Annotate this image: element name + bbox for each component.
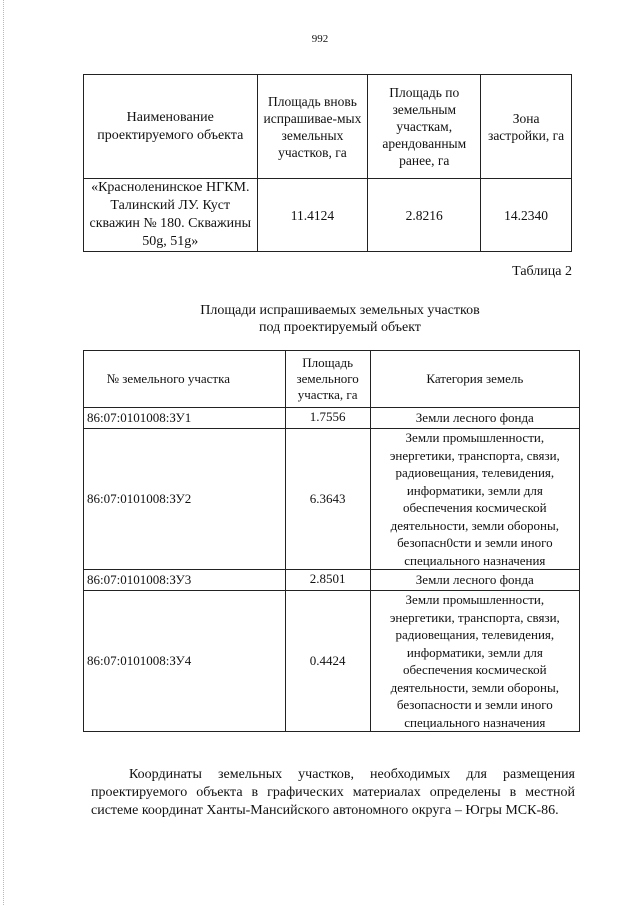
plot-category: Земли лесного фонда (370, 570, 579, 591)
plot-area: 2.8501 (285, 570, 370, 591)
leased-area-value: 2.8216 (368, 179, 481, 252)
header-object-name: Наименование проектируемого объекта (84, 75, 258, 179)
caption-line-2: под проектируемый объект (259, 320, 421, 335)
plot-area: 1.7556 (285, 408, 370, 429)
plot-id: 86:07:0101008:ЗУ3 (84, 570, 286, 591)
table-row (84, 408, 580, 429)
table-header-row (84, 351, 580, 408)
header-land-category: Категория земель (370, 351, 579, 408)
table-caption (120, 302, 560, 336)
object-name: «Красноленинское НГКМ. Талинский ЛУ. Куст скважин № 180. Скважины 50g, 51g» (84, 179, 258, 252)
plot-category: Земли промышленности, энергетики, транспорта, связи, радиовещания, телевидения, информатики, земли для обеспечения космической деятельности, земли обороны, безопасн0сти и земли иного специального назначения (370, 429, 579, 570)
table-row (84, 429, 580, 570)
table-label: Таблица 2 (512, 264, 572, 279)
page-edge-line (3, 0, 5, 905)
table-row (84, 179, 572, 252)
header-plot-area: Площадь земельного участка, га (285, 351, 370, 408)
caption-line-1: Площади испрашиваемых земельных участков (200, 303, 480, 318)
coordinates-paragraph: Координаты земельных участков, необходимых для размещения проектируемого объекта в графических материалах определены в местной системе координат Ханты-Мансийского автономного округа – Югры МСК-86. (91, 767, 575, 818)
table-row (84, 591, 580, 732)
table-header-row (84, 75, 572, 179)
land-plots-table (83, 350, 580, 732)
header-leased-area: Площадь по земельным участкам, арендованным ранее, га (368, 75, 481, 179)
plot-id: 86:07:0101008:ЗУ4 (84, 591, 286, 732)
header-plot-number: № земельного участка (84, 351, 286, 408)
plot-category: Земли лесного фонда (370, 408, 579, 429)
page-number: 992 (311, 33, 329, 45)
plot-area: 0.4424 (285, 591, 370, 732)
plot-area: 6.3643 (285, 429, 370, 570)
plot-category: Земли промышленности, энергетики, транспорта, связи, радиовещания, телевидения, информатики, земли для обеспечения космической деятельности, земли обороны, безопасности и земли иного специального назначения (370, 591, 579, 732)
plot-id: 86:07:0101008:ЗУ1 (84, 408, 286, 429)
table-row (84, 570, 580, 591)
new-area-value: 11.4124 (257, 179, 368, 252)
object-area-table (83, 74, 572, 252)
header-new-area: Площадь вновь испрашивае-мых земельных участков, га (257, 75, 368, 179)
zone-value: 14.2340 (481, 179, 572, 252)
header-zone: Зона застройки, га (481, 75, 572, 179)
plot-id: 86:07:0101008:ЗУ2 (84, 429, 286, 570)
